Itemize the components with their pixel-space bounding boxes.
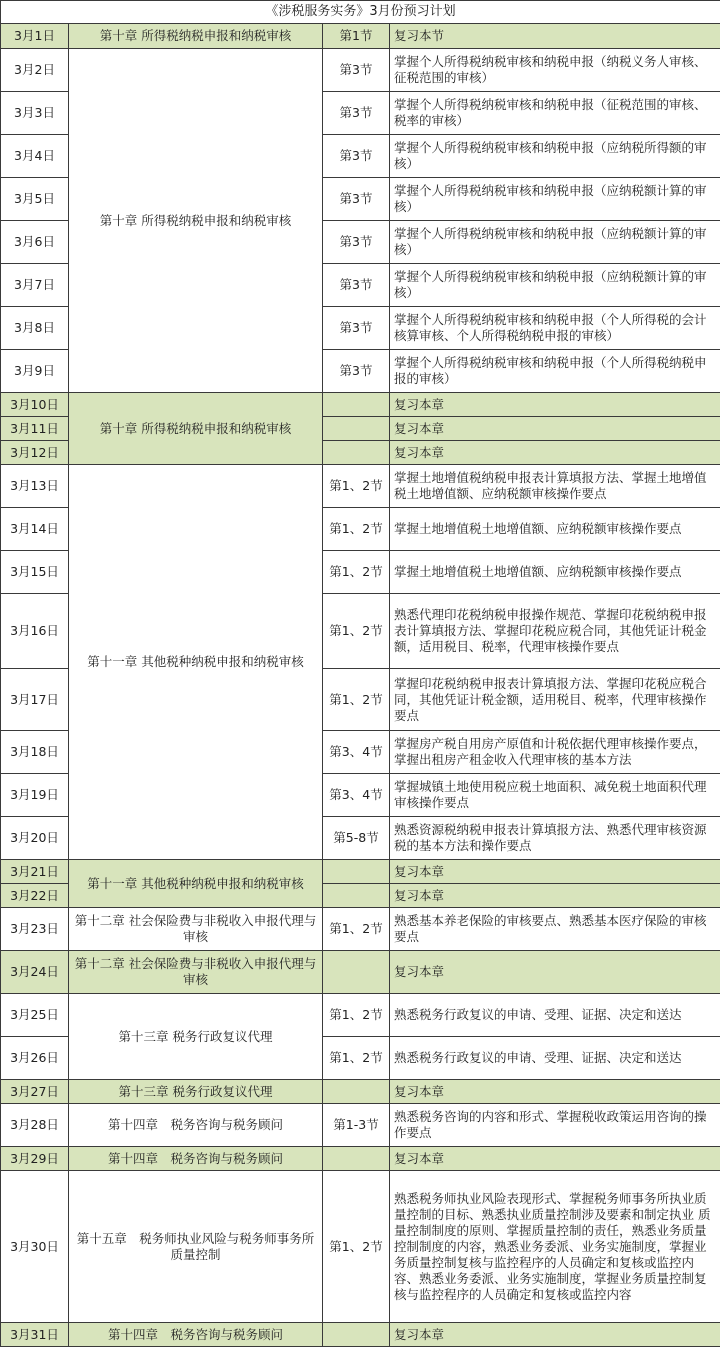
table-row [1,1323,720,1347]
chapter-cell: 第十二章 社会保险费与非税收入申报代理与审核 [69,908,323,951]
content-cell: 掌握房产税自用房产原值和计税依据代理审核操作要点，掌握出租房产租金收入代理审核的基本方法 [390,731,720,774]
section-cell: 第3节 [323,178,390,221]
chapter-cell: 第十三章 税务行政复议代理 [69,1080,323,1104]
date-cell: 3月21日 [1,860,69,884]
date-cell: 3月5日 [1,178,69,221]
section-cell [323,884,390,908]
chapter-cell: 第十四章 税务咨询与税务顾问 [69,1104,323,1147]
date-cell: 3月22日 [1,884,69,908]
chapter-cell: 第十二章 社会保险费与非税收入申报代理与审核 [69,951,323,994]
date-cell: 3月11日 [1,417,69,441]
date-cell: 3月9日 [1,350,69,393]
date-cell: 3月26日 [1,1037,69,1080]
date-cell: 3月25日 [1,994,69,1037]
table-row [1,951,720,994]
table-row [1,1080,720,1104]
section-cell: 第3节 [323,92,390,135]
date-cell: 3月8日 [1,307,69,350]
date-cell: 3月3日 [1,92,69,135]
date-cell: 3月15日 [1,551,69,594]
content-cell: 复习本章 [390,393,720,417]
date-cell: 3月24日 [1,951,69,994]
content-cell: 熟悉税务行政复议的申请、受理、证据、决定和送达 [390,1037,720,1080]
date-cell: 3月12日 [1,441,69,465]
section-cell [323,393,390,417]
date-cell: 3月16日 [1,594,69,669]
section-cell: 第1、2节 [323,508,390,551]
content-cell: 复习本章 [390,1323,720,1347]
content-cell: 熟悉税务师执业风险表现形式、掌握税务师事务所执业质量控制的目标、熟悉执业质量控制涉及要素和制定执业 质量控制制度的原则、掌握质量控制的责任，熟悉业务质量控制制度的内容，熟悉业务委派、业务实施制度，掌握业务质量控制复核与监控程序的人员确定和复核或监控内容、熟悉业务委派、业务实施制度，掌握业务质量控制复核与监控程序的人员确定和复核或监控内容 [390,1171,720,1323]
date-cell: 3月20日 [1,817,69,860]
content-cell: 掌握个人所得税纳税审核和纳税申报（应纳税额计算的审核） [390,264,720,307]
section-cell: 第1、2节 [323,551,390,594]
table-row [1,860,720,884]
section-cell: 第3、4节 [323,774,390,817]
section-cell: 第5-8节 [323,817,390,860]
section-cell [323,860,390,884]
section-cell: 第1、2节 [323,669,390,731]
chapter-cell: 第十一章 其他税种纳税申报和纳税审核 [69,465,323,860]
table-row [1,24,720,49]
chapter-cell: 第十五章 税务师执业风险与税务师事务所质量控制 [69,1171,323,1323]
date-cell: 3月6日 [1,221,69,264]
content-cell: 掌握城镇土地使用税应税土地面积、减免税土地面积代理审核操作要点 [390,774,720,817]
date-cell: 3月19日 [1,774,69,817]
section-cell: 第3、4节 [323,731,390,774]
date-cell: 3月23日 [1,908,69,951]
section-cell [323,417,390,441]
content-cell: 熟悉税务咨询的内容和形式、掌握税收政策运用咨询的操作要点 [390,1104,720,1147]
section-cell: 第3节 [323,307,390,350]
section-cell: 第1节 [323,24,390,49]
content-cell: 掌握个人所得税纳税审核和纳税申报（征税范围的审核、税率的审核） [390,92,720,135]
date-cell: 3月30日 [1,1171,69,1323]
section-cell: 第3节 [323,49,390,92]
section-cell: 第1-3节 [323,1104,390,1147]
content-cell: 复习本章 [390,1080,720,1104]
date-cell: 3月7日 [1,264,69,307]
date-cell: 3月1日 [1,24,69,49]
section-cell: 第1、2节 [323,908,390,951]
section-cell: 第1、2节 [323,1037,390,1080]
content-cell: 掌握印花税纳税申报表计算填报方法、掌握印花税应税合同，其他凭证计税金额，适用税目、税率，代理审核操作要点 [390,669,720,731]
table-row [1,1147,720,1171]
date-cell: 3月13日 [1,465,69,508]
chapter-cell: 第十章 所得税纳税申报和纳税审核 [69,24,323,49]
content-cell: 掌握个人所得税纳税审核和纳税申报（个人所得税的会计核算审核、个人所得税纳税申报的审核） [390,307,720,350]
content-cell: 掌握土地增值税纳税申报表计算填报方法、掌握土地增值税土地增值额、应纳税额审核操作要点 [390,465,720,508]
date-cell: 3月14日 [1,508,69,551]
chapter-cell: 第十章 所得税纳税申报和纳税审核 [69,49,323,393]
table-row [1,1104,720,1147]
content-cell: 掌握个人所得税纳税审核和纳税申报（个人所得税纳税申报的审核） [390,350,720,393]
section-cell: 第3节 [323,264,390,307]
table-title: 《涉税服务实务》3月份预习计划 [1,1,720,24]
section-cell: 第1、2节 [323,1171,390,1323]
table-row [1,49,720,92]
content-cell: 掌握个人所得税纳税审核和纳税申报（应纳税额计算的审核） [390,178,720,221]
content-cell: 复习本章 [390,860,720,884]
content-cell: 复习本章 [390,951,720,994]
section-cell [323,1323,390,1347]
chapter-cell: 第十四章 税务咨询与税务顾问 [69,1323,323,1347]
content-cell: 复习本节 [390,24,720,49]
content-cell: 掌握土地增值税土地增值额、应纳税额审核操作要点 [390,508,720,551]
content-cell: 复习本章 [390,884,720,908]
content-cell: 熟悉资源税纳税申报表计算填报方法、熟悉代理审核资源税的基本方法和操作要点 [390,817,720,860]
date-cell: 3月10日 [1,393,69,417]
content-cell: 掌握土地增值税土地增值额、应纳税额审核操作要点 [390,551,720,594]
table-row [1,465,720,508]
chapter-cell: 第十四章 税务咨询与税务顾问 [69,1147,323,1171]
section-cell: 第1、2节 [323,994,390,1037]
section-cell: 第1、2节 [323,594,390,669]
table-row [1,908,720,951]
date-cell: 3月27日 [1,1080,69,1104]
content-cell: 掌握个人所得税纳税审核和纳税申报（纳税义务人审核、征税范围的审核） [390,49,720,92]
section-cell: 第3节 [323,221,390,264]
table-row [1,393,720,417]
section-cell [323,951,390,994]
section-cell [323,1147,390,1171]
content-cell: 掌握个人所得税纳税审核和纳税申报（应纳税额计算的审核） [390,221,720,264]
content-cell: 熟悉代理印花税纳税申报操作规范、掌握印花税纳税申报表计算填报方法、掌握印花税应税合同，其他凭证计税金额，适用税目、税率，代理审核操作要点 [390,594,720,669]
date-cell: 3月17日 [1,669,69,731]
date-cell: 3月28日 [1,1104,69,1147]
content-cell: 复习本章 [390,441,720,465]
section-cell [323,441,390,465]
content-cell: 复习本章 [390,1147,720,1171]
content-cell: 复习本章 [390,417,720,441]
content-cell: 熟悉基本养老保险的审核要点、熟悉基本医疗保险的审核要点 [390,908,720,951]
date-cell: 3月4日 [1,135,69,178]
date-cell: 3月2日 [1,49,69,92]
chapter-cell: 第十章 所得税纳税申报和纳税审核 [69,393,323,465]
date-cell: 3月31日 [1,1323,69,1347]
chapter-cell: 第十一章 其他税种纳税申报和纳税审核 [69,860,323,908]
table-row [1,1171,720,1323]
section-cell [323,1080,390,1104]
table-row [1,994,720,1037]
date-cell: 3月18日 [1,731,69,774]
content-cell: 熟悉税务行政复议的申请、受理、证据、决定和送达 [390,994,720,1037]
chapter-cell: 第十三章 税务行政复议代理 [69,994,323,1080]
content-cell: 掌握个人所得税纳税审核和纳税申报（应纳税所得额的审核） [390,135,720,178]
section-cell: 第3节 [323,350,390,393]
date-cell: 3月29日 [1,1147,69,1171]
section-cell: 第1、2节 [323,465,390,508]
section-cell: 第3节 [323,135,390,178]
